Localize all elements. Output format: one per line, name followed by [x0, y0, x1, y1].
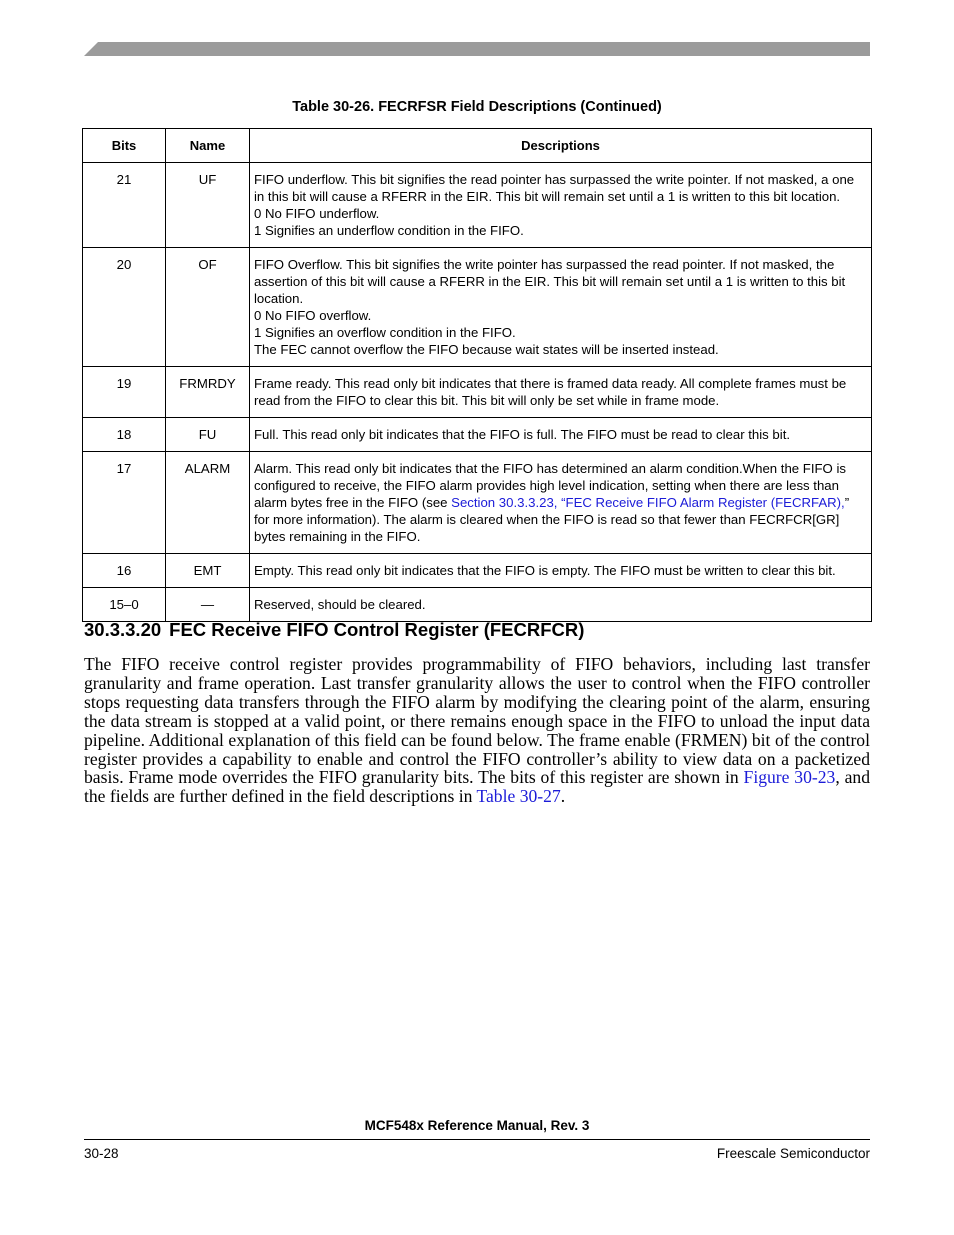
description-line: Empty. This read only bit indicates that the FIFO is empty. The FIFO must be written to clear this bit. — [254, 563, 836, 578]
bits-cell: 18 — [83, 418, 166, 452]
footer-divider — [84, 1139, 870, 1140]
table-caption: Table 30-26. FECRFSR Field Descriptions (Continued) — [292, 99, 662, 115]
table-row — [83, 418, 872, 452]
header-descriptions: Descriptions — [250, 129, 872, 163]
fecrfar-section-link[interactable]: Section 30.3.3.23, “FEC Receive FIFO Alarm Register (FECRFAR), — [451, 495, 845, 510]
table-row — [83, 554, 872, 588]
description-cell — [250, 418, 872, 452]
description-cell — [250, 367, 872, 418]
table-row — [83, 588, 872, 622]
description-cell — [250, 163, 872, 248]
table-row — [83, 248, 872, 367]
bits-cell: 16 — [83, 554, 166, 588]
description-line: Reserved, should be cleared. — [254, 597, 426, 612]
section-number: 30.3.3.20 — [84, 619, 162, 640]
bits-cell: 15–0 — [83, 588, 166, 622]
section-heading — [84, 619, 584, 641]
name-cell: — — [166, 588, 250, 622]
footer-manual-title: MCF548x Reference Manual, Rev. 3 — [364, 1118, 590, 1133]
section-title: FEC Receive FIFO Control Register (FECRFCR) — [169, 619, 585, 640]
table-header-row — [83, 129, 872, 163]
name-cell: OF — [166, 248, 250, 367]
bits-cell: 17 — [83, 452, 166, 554]
table-row — [83, 163, 872, 248]
name-cell: FU — [166, 418, 250, 452]
paragraph-text: The FIFO receive control register provides programmability of FIFO behaviors, including last transfer granularity and frame operation. Last transfer granularity allows the user to control when the FIFO controller stops requesting data transfers through the FIFO alarm by modifying the clearing point of the alarm, ensuring the data stream is stopped at a valid point, or there remains enough space in the FIFO to unload the input data pipeline. Additional explanation of this field can be found below. The frame enable (FRMEN) bit of the control register provides a capability to enable and control the FIFO controller’s ability to view data on a packetized basis. Frame mode overrides the FIFO granularity bits. The bits of this register are shown in — [84, 654, 870, 788]
paragraph-text: , and the fields are further defined in the field descriptions in — [84, 767, 870, 807]
description-line: Frame ready. This read only bit indicates that there is framed data ready. All complete frames must be read from the FIFO to clear this bit. This bit will only be set while in frame mode. — [254, 376, 847, 408]
name-cell: EMT — [166, 554, 250, 588]
header-name: Name — [166, 129, 250, 163]
figure-link[interactable]: Figure 30-23 — [743, 767, 836, 788]
description-line: 1 Signifies an overflow condition in the FIFO. — [254, 325, 516, 340]
description-line: FIFO Overflow. This bit signifies the write pointer has surpassed the read pointer. If not masked, the assertion of this bit will cause a RFERR in the EIR. This bit will remain set until a 1 is written to this bit location. — [254, 257, 846, 306]
description-cell — [250, 248, 872, 367]
description-line: The FEC cannot overflow the FIFO because wait states will be inserted instead. — [254, 342, 719, 357]
description-line: 0 No FIFO overflow. — [254, 308, 372, 323]
description-cell — [250, 554, 872, 588]
bits-cell: 20 — [83, 248, 166, 367]
description-text: Alarm. This read only bit indicates that the FIFO has determined an alarm condition.When the FIFO is configured to receive, the FIFO alarm provides high level indication, setting when there are less than alarm bytes free in the FIFO (see — [254, 461, 846, 510]
field-descriptions-table — [82, 128, 872, 622]
company-name: Freescale Semiconductor — [716, 1146, 870, 1161]
body-paragraph — [84, 655, 870, 806]
description-cell — [250, 588, 872, 622]
bits-cell: 21 — [83, 163, 166, 248]
page-number: 30-28 — [84, 1146, 119, 1161]
description-line: FIFO underflow. This bit signifies the read pointer has surpassed the write pointer. If not masked, a one in this bit will cause a RFERR in the EIR. This bit will remain set until a 1 is written to this bit location. — [254, 172, 855, 204]
table-link[interactable]: Table 30-27 — [476, 786, 561, 807]
name-cell: UF — [166, 163, 250, 248]
description-line: 0 No FIFO underflow. — [254, 206, 380, 221]
table-row — [83, 367, 872, 418]
table-row — [83, 452, 872, 554]
description-cell — [250, 452, 872, 554]
paragraph-text: . — [560, 786, 566, 807]
header-bar — [84, 42, 870, 56]
description-line: Full. This read only bit indicates that the FIFO is full. The FIFO must be read to clear this bit. — [254, 427, 791, 442]
description-line: 1 Signifies an underflow condition in the FIFO. — [254, 223, 524, 238]
header-bits: Bits — [83, 129, 166, 163]
bits-cell: 19 — [83, 367, 166, 418]
name-cell: ALARM — [166, 452, 250, 554]
name-cell: FRMRDY — [166, 367, 250, 418]
description-text: ” for more information). The alarm is cleared when the FIFO is read so that fewer than FECRFCR[GR] bytes remaining in the FIFO. — [254, 495, 850, 544]
